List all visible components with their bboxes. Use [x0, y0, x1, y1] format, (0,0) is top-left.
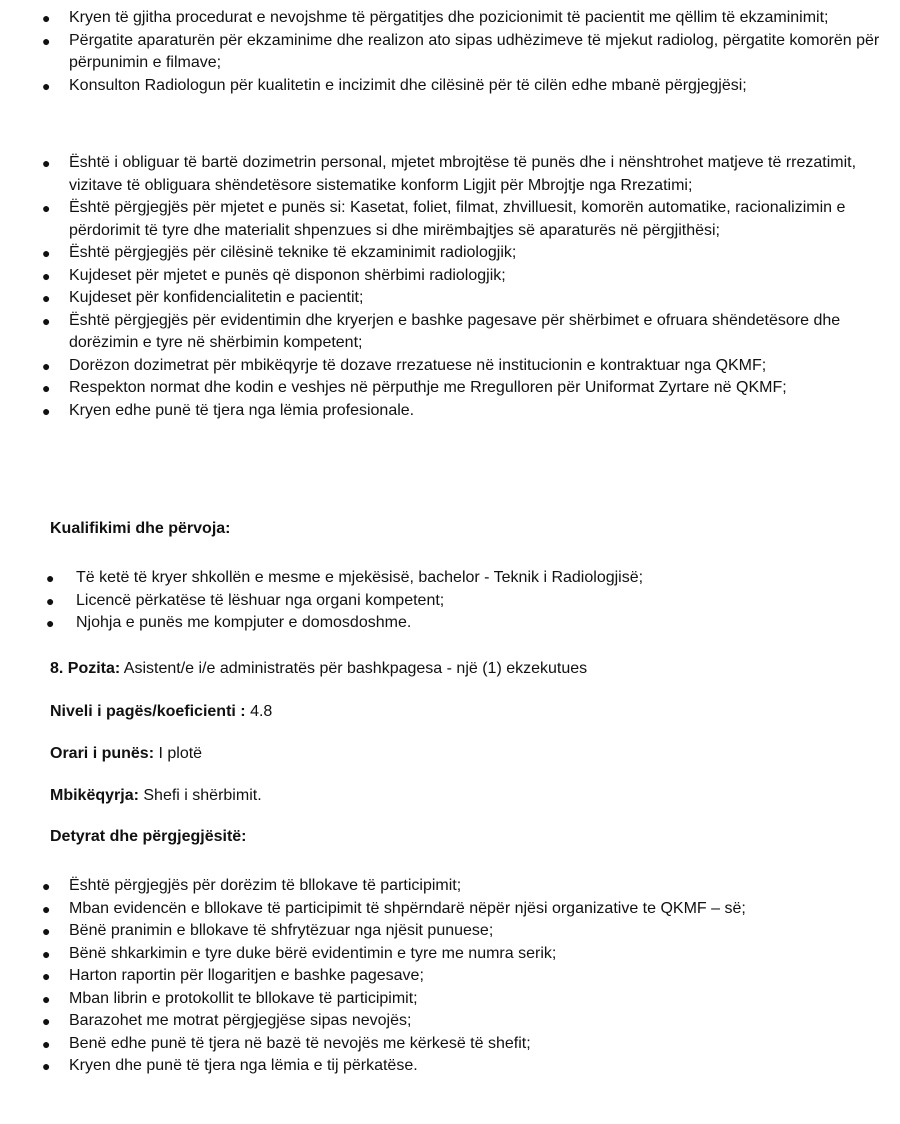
list-item-text: Mban librin e protokollit te bllokave të participimit; — [69, 989, 418, 1007]
list-item-text: Bënë pranimin e bllokave të shfrytëzuar nga njësit punuese; — [69, 922, 494, 939]
list-item — [0, 355, 880, 378]
bullet-icon: ● — [42, 968, 51, 984]
supervision-label: Mbikëqyrja: — [50, 787, 139, 804]
list-item — [0, 965, 880, 988]
bullet-icon: ● — [42, 900, 51, 917]
bullet-icon: ● — [46, 592, 55, 609]
list-item — [0, 287, 880, 310]
list-item-text: Njohja e punës me kompjuter e domosdoshme. — [76, 614, 412, 631]
list-item-text: Benë edhe punë të tjera në bazë të nevojës me kërkesë të shefit; — [69, 1034, 531, 1052]
list-item-text: Konsulton Radiologun për kualitetin e incizimit dhe cilësinë për të cilën edhe mbanë përgjegjësi; — [69, 76, 747, 94]
list-item-text: Kryen dhe punë të tjera nga lëmia e tij përkatëse. — [69, 1057, 418, 1074]
list-item-text: Kujdeset për mjetet e punës që disponon shërbimi radiologjik; — [69, 266, 506, 284]
list-item — [0, 400, 880, 423]
list-item — [0, 242, 880, 265]
bullet-icon: ● — [42, 945, 51, 962]
list-item — [0, 152, 880, 197]
bullet-icon: ● — [42, 990, 51, 1007]
bullet-icon: ● — [42, 878, 51, 894]
list-item — [0, 875, 880, 898]
list-item-text: Licencë përkatëse të lëshuar nga organi kompetent; — [76, 591, 445, 609]
bullet-icon: ● — [42, 357, 51, 374]
schedule-field — [50, 743, 202, 765]
bullet-icon: ● — [46, 570, 55, 586]
list-item — [0, 898, 880, 921]
list-item-text: Përgatite aparaturën për ekzaminime dhe realizon ato sipas udhëzimeve të mjekut radiolog, përgatite komorën për përpunimin e filmave; — [69, 31, 880, 71]
bullet-icon: ● — [42, 10, 51, 26]
bullet-icon: ● — [42, 1035, 51, 1052]
list-item-text: Bënë shkarkimin e tyre duke bërë evidentimin e tyre me numra serik; — [69, 944, 557, 962]
responsibilities-list — [0, 152, 880, 422]
schedule-value: I plotë — [154, 745, 203, 762]
duties-list — [0, 875, 880, 1078]
bullet-icon: ● — [42, 290, 51, 306]
list-item — [0, 1033, 880, 1056]
list-item-text: Është përgjegjës për mjetet e punës si: Kasetat, foliet, filmat, zhvilluesit, komorën automatike, racionalizimin e përdorimit të tyre dhe materialit shpenzues si dhe mirëmbajtjes së aparaturës në përgjithësi; — [69, 199, 846, 239]
pay-level-field — [50, 701, 272, 723]
bullet-icon: ● — [42, 200, 51, 216]
supervision-field — [50, 785, 262, 807]
list-item — [0, 612, 880, 635]
duties-list-continued — [0, 7, 880, 97]
list-item — [0, 197, 880, 242]
list-item-text: Kryen edhe punë të tjera nga lëmia profesionale. — [69, 401, 415, 419]
list-item — [0, 310, 880, 355]
list-item-text: Mban evidencën e bllokave të participimit të shpërndarë nëpër njësi organizative te QKMF – së; — [69, 899, 746, 917]
list-item-text: Është përgjegjës për evidentimin dhe kryerjen e bashke pagesave për shërbimet e ofruara shëndetësore dhe dorëzimin e tyre në shërbimin kompetent; — [69, 311, 841, 351]
bullet-icon: ● — [42, 245, 51, 261]
bullet-icon: ● — [42, 402, 51, 419]
pay-level-value: 4.8 — [245, 703, 273, 720]
list-item-text: Harton raportin për llogaritjen e bashke pagesave; — [69, 967, 424, 984]
bullet-icon: ● — [42, 155, 51, 171]
supervision-value: Shefi i shërbimit. — [138, 787, 262, 804]
duties-heading: Detyrat dhe përgjegjësitë: — [50, 828, 247, 845]
bullet-icon: ● — [42, 923, 51, 939]
list-item — [0, 988, 880, 1011]
list-item — [0, 567, 880, 590]
list-item-text: Është përgjegjës për dorëzim të bllokave të participimit; — [69, 877, 462, 894]
list-item — [0, 377, 880, 400]
bullet-icon: ● — [42, 380, 51, 396]
bullet-icon: ● — [42, 267, 51, 284]
list-item — [0, 943, 880, 966]
position-label: 8. Pozita: — [50, 660, 121, 677]
position-field — [50, 658, 587, 680]
list-item-text: Kryen të gjitha procedurat e nevojshme të përgatitjes dhe pozicionimit të pacientit me qëllim të ekzaminimit; — [69, 9, 829, 26]
list-item-text: Është përgjegjës për cilësinë teknike të ekzaminimit radiologjik; — [69, 244, 517, 261]
list-item-text: Barazohet me motrat përgjegjëse sipas nevojës; — [69, 1012, 412, 1029]
position-value: Asistent/e i/e administratës për bashkpagesa - një (1) ekzekutues — [120, 660, 588, 677]
bullet-icon: ● — [42, 312, 51, 329]
list-item-text: Është i obliguar të bartë dozimetrin personal, mjetet mbrojtëse të punës dhe i nënshtrohet matjeve të rrezatimit, vizitave të obliguara shëndetësore sistematike konform Ligjit për Mbrojtje nga Rrezatimi; — [69, 154, 857, 194]
bullet-icon: ● — [42, 1013, 51, 1029]
list-item-text: Dorëzon dozimetrat për mbikëqyrje të dozave rrezatuese në institucionin e kontraktuar nga QKMF; — [69, 356, 767, 374]
list-item — [0, 590, 880, 613]
list-item — [0, 1055, 880, 1078]
bullet-icon: ● — [42, 1058, 51, 1074]
qualification-heading: Kualifikimi dhe përvoja: — [50, 520, 231, 537]
list-item — [0, 30, 880, 75]
list-item-text: Të ketë të kryer shkollën e mesme e mjekësisë, bachelor - Teknik i Radiologjisë; — [76, 569, 644, 586]
list-item — [0, 75, 880, 98]
bullet-icon: ● — [46, 615, 55, 631]
schedule-label: Orari i punës: — [50, 745, 155, 762]
list-item — [0, 7, 880, 30]
list-item — [0, 920, 880, 943]
list-item — [0, 1010, 880, 1033]
list-item-text: Respekton normat dhe kodin e veshjes në përputhje me Rregulloren për Uniformat Zyrtare në QKMF; — [69, 379, 787, 396]
bullet-icon: ● — [42, 32, 51, 49]
pay-level-label: Niveli i pagës/koeficienti : — [50, 703, 246, 720]
list-item — [0, 265, 880, 288]
list-item-text: Kujdeset për konfidencialitetin e pacientit; — [69, 289, 364, 306]
qualifications-list — [0, 567, 880, 635]
bullet-icon: ● — [42, 77, 51, 94]
